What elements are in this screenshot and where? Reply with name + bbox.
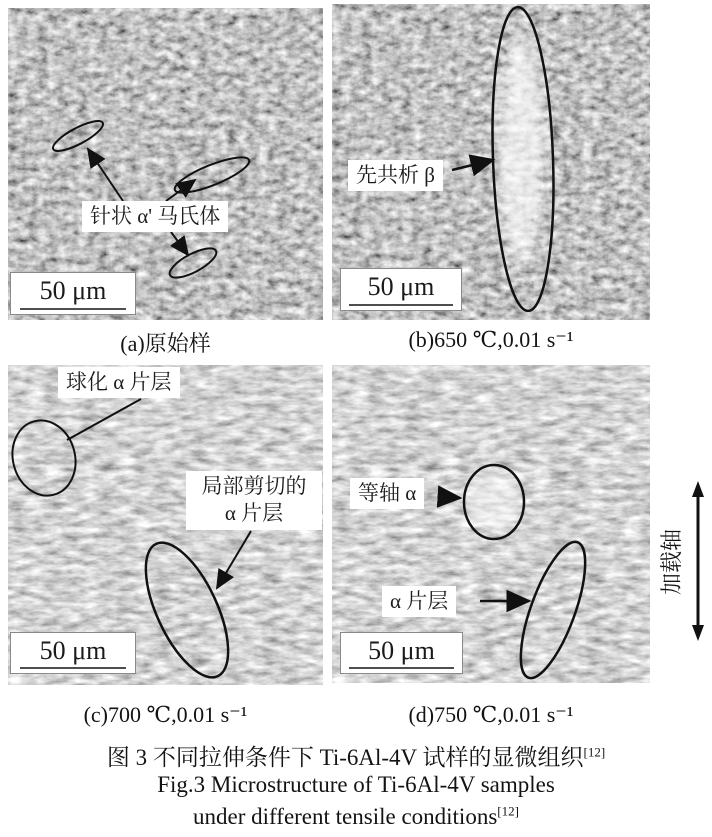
sheared-annotation-label [186,471,322,530]
spheroidized-alpha-ellipse [8,413,84,502]
caption-panel-c: (c)700 ℃,0.01 s⁻¹ [83,702,248,727]
scale-bar-a-line [20,308,127,310]
sheared-callout-line [217,531,251,588]
figure-caption-en-line1: Fig.3 Microstructure of Ti-6Al-4V samples [157,772,555,797]
martensite-ellipse-3 [166,243,220,283]
figure-caption-en-line2 [0,804,712,830]
equiaxed-annotation-label: 等轴 α [350,478,424,509]
scale-bar-d-text: 50 μm [368,635,435,665]
scale-bar-b-line [349,304,452,306]
micrograph-panel-a [8,8,323,320]
sheared-annotation-line1: 局部剪切的 [201,474,307,498]
martensite-callout-line-2 [166,180,195,201]
martensite-ellipse-1 [50,116,107,156]
scale-bar-c-line [20,667,127,669]
martensite-callout-line-3 [171,232,188,255]
scale-bar-d-line [349,667,453,669]
figure-caption-en-line2-text: under different tensile conditions [193,804,498,829]
caption-panel-d: (d)750 ℃,0.01 s⁻¹ [408,702,574,727]
lamellae-annotation-label: α 片层 [382,586,456,617]
loading-axis-label: 加载轴 [659,529,684,596]
scale-bar-b [340,268,462,311]
spheroidized-callout-line [67,399,141,440]
martensite-callout-line-1 [88,149,123,201]
micrograph-panel-c [8,365,323,685]
equiaxed-callout-arrow [444,497,460,498]
caption-panel-a: (a)原始样 [120,331,211,356]
prior-beta-bright-region [499,34,543,264]
figure-caption-en-ref: [12] [497,803,519,819]
scale-bar-c [10,632,136,674]
spheroidized-annotation-label: 球化 α 片层 [58,367,180,398]
figure-caption-zh-ref: [12] [583,744,606,760]
scale-bar-d [340,632,463,674]
figure-caption-zh [0,739,712,772]
sheared-annotation-line2: α 片层 [224,501,284,526]
scale-bar-a-text: 50 μm [39,276,107,306]
micrograph-panel-b [332,4,650,320]
equiaxed-alpha-bright-region [468,471,520,533]
scale-bar-a [10,272,136,315]
figure-caption-zh-text: 图 3 不同拉伸条件下 Ti-6Al-4V 试样的显微组织 [106,745,584,770]
martensite-annotation-label: 针状 α' 马氏体 [82,201,228,232]
martensite-ellipse-2 [171,151,253,200]
sheared-lamellae-ellipse [129,531,245,685]
prior-beta-callout-line [452,160,493,170]
micrograph-panel-d [332,365,650,683]
loading-axis-arrow-icon [687,480,709,642]
scale-bar-b-text: 50 μm [367,272,435,302]
scale-bar-c-text: 50 μm [39,635,107,665]
prior-beta-annotation-label: 先共析 β [348,160,443,191]
caption-panel-b: (b)650 ℃,0.01 s⁻¹ [408,327,574,352]
alpha-lamellae-ellipse [508,535,599,683]
